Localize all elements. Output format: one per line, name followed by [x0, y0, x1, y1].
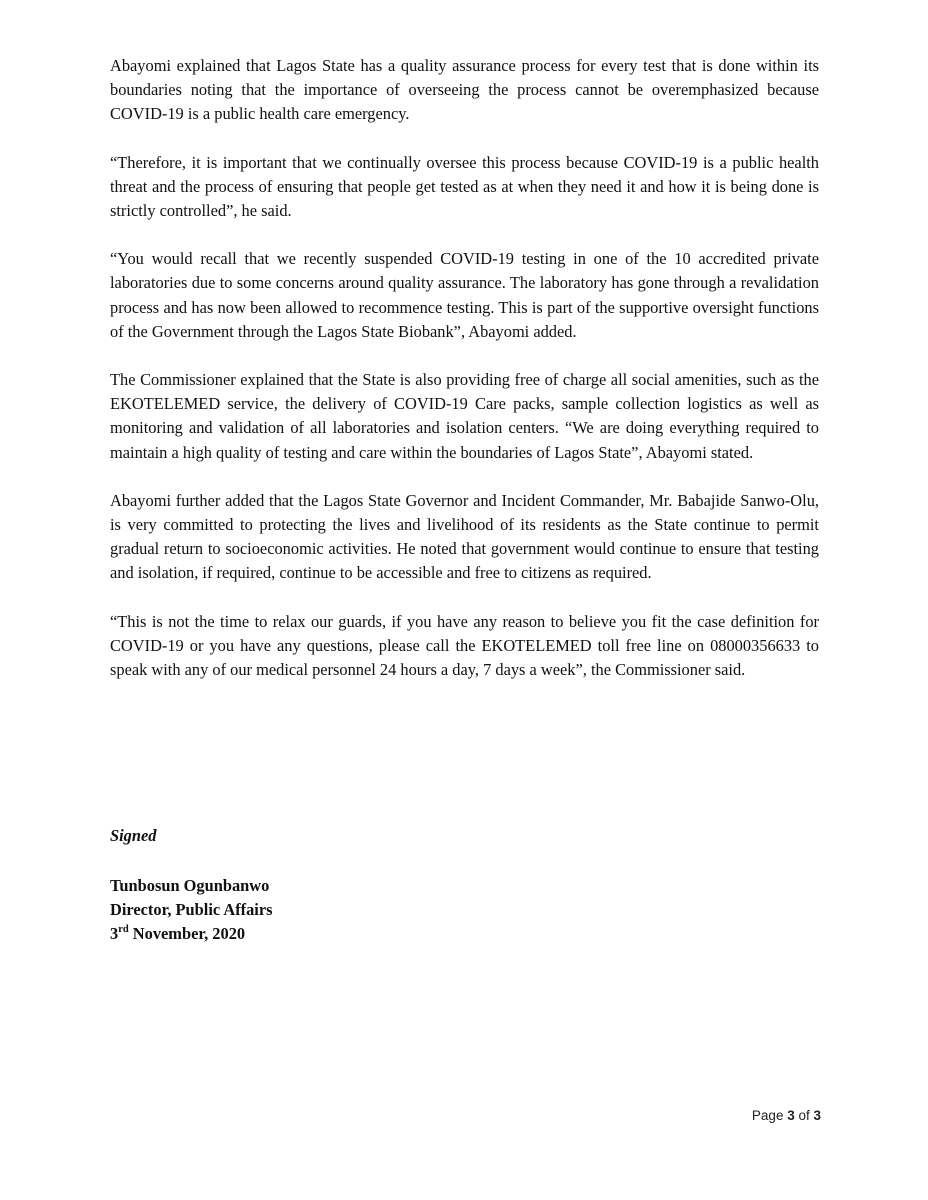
- signatory-title: Director, Public Affairs: [110, 900, 273, 919]
- paragraph-4: The Commissioner explained that the State is also providing free of charge all social amenities, such as the EKOTELEMED service, the delivery of COVID-19 Care packs, sample collection logistics as well as monitoring and validation of all laboratories and isolation centers. “We are doing everything required to maintain a high quality of testing and care within the boundaries of Lagos State”, Abayomi stated.: [110, 370, 819, 462]
- current-page: 3: [787, 1108, 795, 1123]
- paragraph-5: Abayomi further added that the Lagos State Governor and Incident Commander, Mr. Babajide Sanwo-Olu, is very committed to protecting the lives and livelihood of its residents as the State continue to permit gradual return to socioeconomic activities. He noted that government would continue to ensure that testing and isolation, if required, continue to be accessible and free to citizens as required.: [110, 490, 819, 583]
- document-body: [110, 54, 819, 706]
- signatory-name: Tunbosun Ogunbanwo: [110, 876, 270, 895]
- date-rest: November, 2020: [128, 924, 246, 943]
- paragraph-3: “You would recall that we recently suspended COVID-19 testing in one of the 10 accredited private laboratories due to some concerns around quality assurance. The laboratory has gone through a revalidation process and has now been allowed to recommence testing. This is part of the supportive oversight functions of the Government through the Lagos State Biobank”, Abayomi added.: [110, 249, 819, 341]
- of-word: of: [794, 1108, 814, 1123]
- total-pages: 3: [813, 1108, 821, 1123]
- signature-date: [110, 922, 273, 946]
- page-number-footer: [752, 1108, 821, 1123]
- signature-block: [110, 874, 273, 946]
- page-word: Page: [751, 1108, 788, 1123]
- paragraph-6: “This is not the time to relax our guards, if you have any reason to believe you fit the case definition for COVID-19 or you have any questions, please call the EKOTELEMED toll free line on 08000356633 to speak with any of our medical personnel 24 hours a day, 7 days a week”, the Commissioner said.: [110, 611, 819, 680]
- paragraph-2: “Therefore, it is important that we continually oversee this process because COVID-19 is a public health threat and the process of ensuring that people get tested as at when they need it and how it is being done is strictly controlled”, he said.: [110, 152, 819, 221]
- date-day: 3: [110, 924, 119, 943]
- signed-label: Signed: [110, 826, 157, 845]
- date-suffix: rd: [118, 923, 129, 935]
- paragraph-1: Abayomi explained that Lagos State has a quality assurance process for every test that is done within its boundaries noting that the importance of overseeing the process cannot be overemphasized because COVID-19 is a public health care emergency.: [110, 56, 819, 124]
